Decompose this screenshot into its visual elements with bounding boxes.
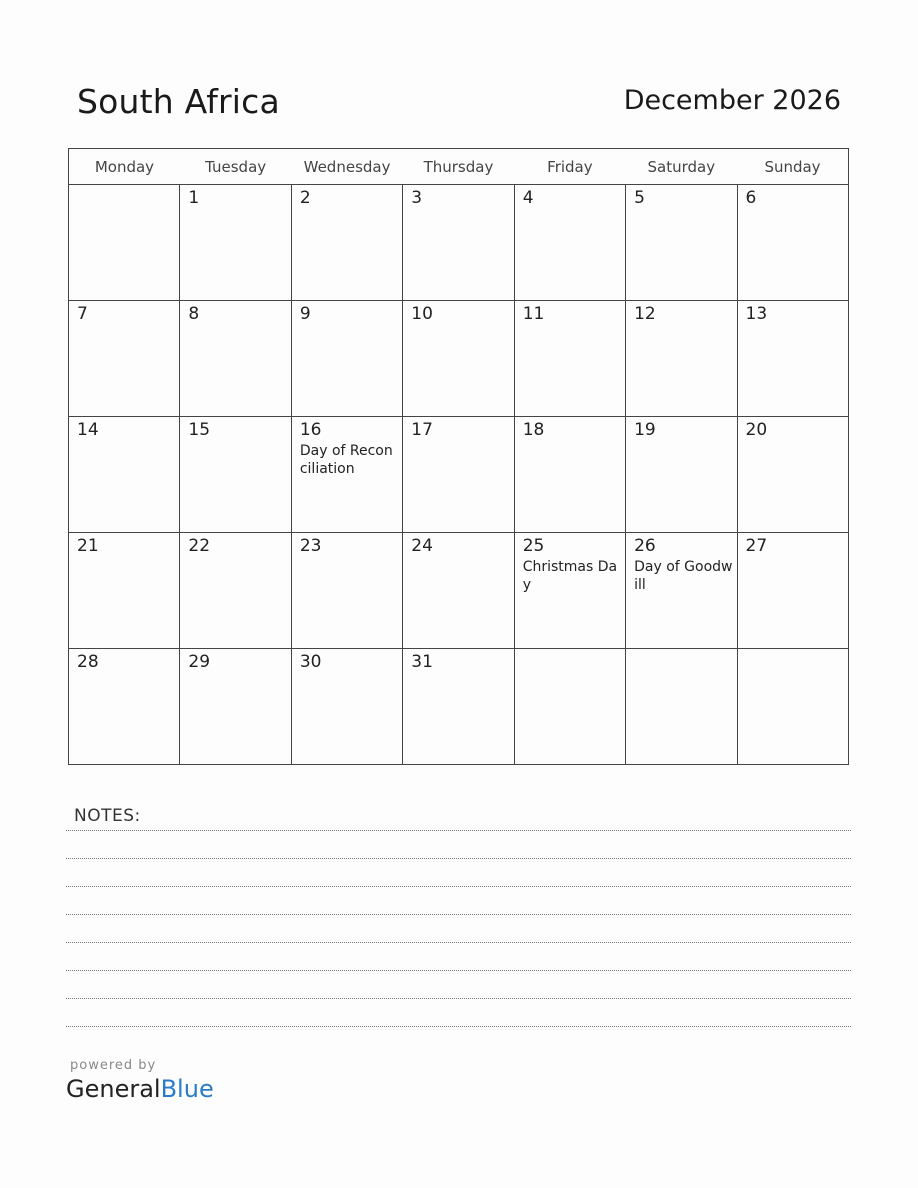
day-cell xyxy=(514,533,625,649)
day-number: 22 xyxy=(188,536,211,556)
day-cell xyxy=(403,185,514,301)
week-row xyxy=(69,185,849,301)
weekday-header-row xyxy=(69,149,849,185)
day-cell xyxy=(403,533,514,649)
day-number: 26 xyxy=(634,536,656,556)
day-number: 14 xyxy=(77,420,99,440)
note-line xyxy=(66,914,851,915)
brand-blue: Blue xyxy=(160,1075,214,1103)
day-cell xyxy=(180,417,291,533)
day-number: 11 xyxy=(522,304,545,324)
day-cell xyxy=(291,417,402,533)
day-number: 17 xyxy=(411,420,433,440)
day-cell xyxy=(626,649,737,765)
day-number: 20 xyxy=(745,420,768,440)
day-number: 30 xyxy=(299,652,322,672)
calendar-grid xyxy=(68,148,849,765)
day-cell xyxy=(291,533,402,649)
day-number: 4 xyxy=(522,188,534,208)
note-line xyxy=(66,970,851,971)
weekday-thursday: Thursday xyxy=(403,149,514,185)
note-line xyxy=(66,830,851,831)
day-number: 27 xyxy=(745,536,768,556)
day-number: 2 xyxy=(299,188,311,208)
day-number: 29 xyxy=(188,652,211,672)
day-number: 10 xyxy=(411,304,433,324)
weekday-friday: Friday xyxy=(514,149,625,185)
weekday-sunday: Sunday xyxy=(737,149,848,185)
note-line xyxy=(66,858,851,859)
day-number: 28 xyxy=(77,652,99,672)
holiday-label: Day of Reconciliation xyxy=(299,443,393,477)
day-cell xyxy=(291,301,402,417)
day-cell xyxy=(514,185,625,301)
day-cell xyxy=(69,417,180,533)
month-year-title: December 2026 xyxy=(623,85,841,116)
day-cell xyxy=(737,185,848,301)
day-cell xyxy=(291,649,402,765)
day-number: 19 xyxy=(634,420,656,440)
note-line xyxy=(66,886,851,887)
day-cell xyxy=(626,185,737,301)
notes-label: NOTES: xyxy=(74,806,141,826)
day-number xyxy=(69,185,179,189)
day-number xyxy=(626,649,736,653)
day-cell xyxy=(69,301,180,417)
day-cell xyxy=(403,417,514,533)
day-cell xyxy=(180,301,291,417)
day-number: 1 xyxy=(188,188,200,208)
day-number: 5 xyxy=(634,188,645,208)
day-cell xyxy=(737,417,848,533)
day-number: 3 xyxy=(411,188,423,208)
day-number: 21 xyxy=(77,536,99,556)
day-number xyxy=(738,649,848,653)
day-number: 25 xyxy=(522,536,545,556)
country-title: South Africa xyxy=(77,82,280,121)
note-line xyxy=(66,942,851,943)
day-number: 8 xyxy=(188,304,200,324)
day-number: 12 xyxy=(634,304,656,324)
day-cell xyxy=(626,417,737,533)
holiday-label: Day of Goodwill xyxy=(634,559,733,593)
powered-by-text: powered by xyxy=(70,1058,157,1073)
day-cell xyxy=(514,649,625,765)
week-row xyxy=(69,301,849,417)
day-number: 23 xyxy=(299,536,322,556)
day-number: 7 xyxy=(77,304,88,324)
day-cell xyxy=(69,533,180,649)
day-cell xyxy=(180,185,291,301)
day-cell xyxy=(403,649,514,765)
day-number: 6 xyxy=(745,188,757,208)
week-row xyxy=(69,533,849,649)
day-number: 9 xyxy=(299,304,311,324)
day-cell xyxy=(514,417,625,533)
day-number xyxy=(515,649,625,653)
day-cell xyxy=(69,649,180,765)
note-line xyxy=(66,998,851,999)
day-cell xyxy=(403,301,514,417)
day-cell xyxy=(737,533,848,649)
weekday-wednesday: Wednesday xyxy=(291,149,402,185)
holiday-label: Christmas Day xyxy=(522,559,618,593)
day-number: 18 xyxy=(522,420,545,440)
weekday-monday: Monday xyxy=(69,149,180,185)
day-cell xyxy=(626,533,737,649)
generalblue-logo xyxy=(66,1075,214,1103)
week-row xyxy=(69,417,849,533)
brand-general: General xyxy=(66,1075,161,1103)
day-cell xyxy=(180,533,291,649)
day-cell xyxy=(626,301,737,417)
day-cell xyxy=(737,301,848,417)
weekday-tuesday: Tuesday xyxy=(180,149,291,185)
day-number: 13 xyxy=(745,304,768,324)
day-cell xyxy=(291,185,402,301)
day-number: 15 xyxy=(188,420,211,440)
day-number: 24 xyxy=(411,536,433,556)
day-cell xyxy=(737,649,848,765)
day-number: 16 xyxy=(299,420,322,440)
note-line xyxy=(66,1026,851,1027)
day-cell xyxy=(514,301,625,417)
day-cell xyxy=(69,185,180,301)
day-number: 31 xyxy=(411,652,433,672)
weekday-saturday: Saturday xyxy=(626,149,737,185)
day-cell xyxy=(180,649,291,765)
week-row xyxy=(69,649,849,765)
